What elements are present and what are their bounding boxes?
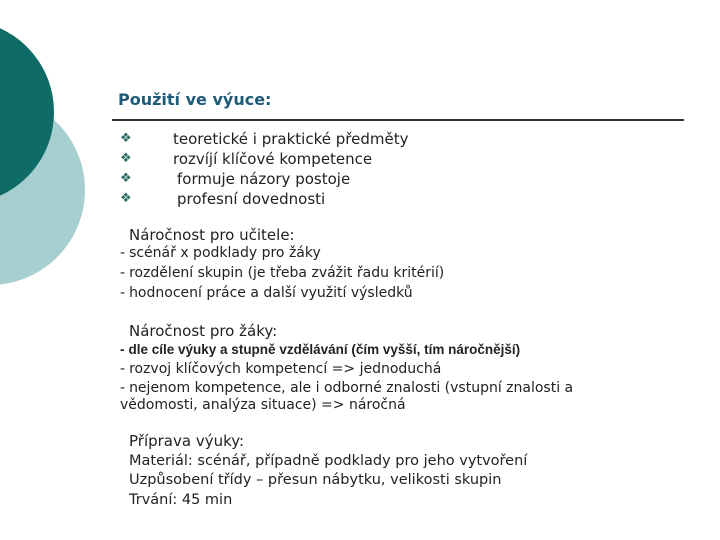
teacher-item	[120, 245, 321, 261]
diamond-bullet-icon: ❖	[120, 171, 132, 186]
dash-marker: -	[120, 361, 126, 377]
dash-marker: -	[120, 342, 125, 357]
student-item	[120, 361, 441, 377]
bullet-item	[120, 129, 520, 149]
dash-marker: -	[120, 245, 126, 261]
bullet-item	[120, 169, 520, 189]
teacher-item-text: rozdělení skupin (je třeba zvážit řadu kritérií)	[129, 265, 445, 281]
bullet-item	[120, 189, 520, 209]
student-difficulty-heading: Náročnost pro žáky:	[129, 322, 278, 340]
bullet-text: rozvíjí klíčové kompetence	[173, 150, 373, 168]
preparation-line: Materiál: scénář, případně podklady pro jeho vytvoření	[129, 453, 528, 469]
student-item	[120, 342, 520, 357]
preparation-line: Trvání: 45 min	[129, 492, 233, 508]
student-item	[120, 380, 573, 396]
usage-bullet-list	[120, 129, 520, 209]
diamond-bullet-icon: ❖	[120, 151, 132, 166]
student-item-text: rozvoj klíčových kompetencí => jednoduchá	[129, 361, 442, 377]
preparation-line: Uzpůsobení třídy – přesun nábytku, velikosti skupin	[129, 472, 502, 488]
bullet-text: formuje názory postoje	[177, 170, 351, 188]
teacher-item	[120, 285, 413, 301]
preparation-heading: Příprava výuky:	[129, 432, 245, 450]
slide-title: Použití ve výuce:	[118, 90, 272, 109]
dash-marker: -	[120, 380, 126, 396]
diamond-bullet-icon: ❖	[120, 191, 132, 206]
student-item-text: dle cíle výuky a stupně vzdělávání (čím vyšší, tím náročnější)	[128, 342, 521, 357]
title-divider	[112, 119, 684, 121]
bullet-text: profesní dovednosti	[177, 190, 326, 208]
teacher-difficulty-heading: Náročnost pro učitele:	[129, 226, 295, 244]
teacher-item-text: hodnocení práce a další využití výsledků	[129, 285, 413, 301]
student-item-text: nejenom kompetence, ale i odborné znalosti (vstupní znalosti a	[129, 380, 574, 396]
diamond-bullet-icon: ❖	[120, 131, 132, 146]
bullet-text: teoretické i praktické předměty	[173, 130, 409, 148]
bullet-item	[120, 149, 520, 169]
teacher-item	[120, 265, 444, 281]
teacher-item-text: scénář x podklady pro žáky	[129, 245, 321, 261]
decorative-circles	[0, 0, 120, 300]
student-item-continuation: vědomosti, analýza situace) => náročná	[120, 397, 406, 413]
dash-marker: -	[120, 265, 126, 281]
dash-marker: -	[120, 285, 126, 301]
